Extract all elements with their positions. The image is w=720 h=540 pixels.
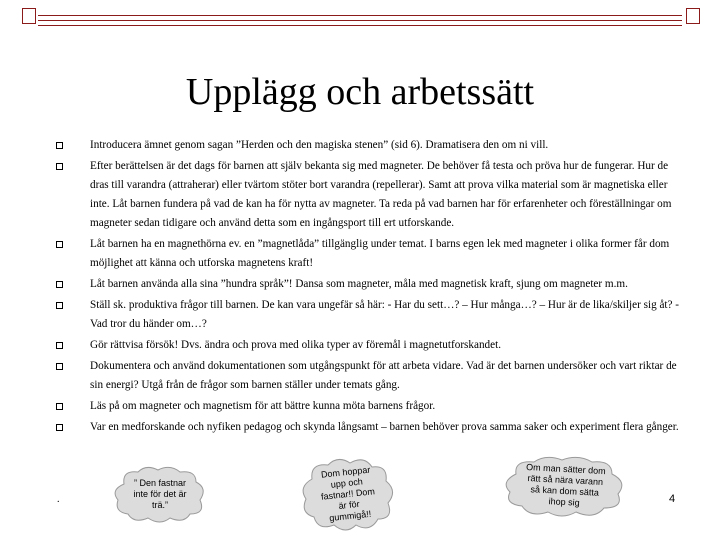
decor-line [38,15,682,16]
decor-line [38,25,682,26]
thought-cloud-1 [110,464,210,526]
list-item-text: Var en medforskande och nyfiken pedagog och skynda långsamt – barnen behöver prova samma saker och experiment flera gånger. [90,421,679,433]
thought-cloud-3 [500,454,630,520]
square-bullet-icon [56,302,63,309]
top-decoration [0,0,720,40]
list-item-text: Läs på om magneter och magnetism för att bättre kunna möta barnens frågor. [90,400,436,412]
square-bullet-icon [56,241,63,248]
square-bullet-icon [56,281,63,288]
list-item-text: Ställ sk. produktiva frågor till barnen. De kan vara ungefär så här: - Har du sett…? – Hur många…? – Hur är de lika/skiljer sig åt? - Vad tror du händer om…? [90,299,680,330]
list-item [52,235,684,273]
cloud-text: Om man sätter dom rätt så nära varann så kan dom sätta ihop sig [525,461,606,508]
thought-cloud-2 [298,455,398,535]
list-item [52,336,684,355]
list-item [52,418,684,437]
slide-title: Upplägg och arbetssätt [185,71,535,113]
list-item [52,275,684,294]
corner-box-left [22,8,36,24]
bullet-list [52,136,684,439]
square-bullet-icon [56,342,63,349]
list-item-text: Dokumentera och använd dokumentationen som utgångspunkt för att arbeta vidare. Vad är det barnen undersöker och vart riktar de sin energi? Utgå från de frågor som barnen ställer under temats gång. [90,360,677,391]
cloud-text: Dom hoppar upp och fastnar!! Dom är för gummigå!! [320,464,376,524]
square-bullet-icon [56,142,63,149]
square-bullet-icon [56,424,63,431]
corner-box-right [686,8,700,24]
list-item-text: Låt barnen använda alla sina ”hundra språk”! Dansa som magneter, måla med magnetisk kraft, sjung om magneter m.m. [90,278,628,290]
list-item [52,397,684,416]
decor-line [38,20,682,21]
list-item-text: Gör rättvisa försök! Dvs. ändra och prova med olika typer av föremål i magnetutforskandet. [90,339,502,351]
square-bullet-icon [56,403,63,410]
square-bullet-icon [56,163,63,170]
list-item-text: Låt barnen ha en magnethörna ev. en ”magnetlåda” tillgänglig under temat. I barns egen lek med magneter i olika former får dom möjlighet att känna och utforska magnetens kraft! [90,238,670,269]
cloud-text: ” Den fastnar inte för det är trä.” [133,478,187,510]
list-item-text: Efter berättelsen är det dags för barnen att själv bekanta sig med magneter. De behöver få testa och pröva hur de fungerar. Hur de dras till varandra (attraherar) eller tvärtom stöter bort varandra (repellerar). Samt att prova vilka material som är magnetiska eller inte. Låt barnen fundera på vad de kan ha för nytta av magneter. Ta reda på vad barnen har för erfarenheter och föreställningar om magneter sedan tidigare och använd detta som en ingångsport till ert utforskande. [90,160,672,229]
list-item [52,296,684,334]
square-bullet-icon [56,363,63,370]
list-item-text: Introducera ämnet genom sagan ”Herden och den magiska stenen” (sid 6). Dramatisera den om ni vill. [90,139,549,151]
list-item [52,157,684,233]
stray-dot: . [57,494,60,505]
list-item [52,357,684,395]
page-number: 4 [669,493,676,505]
list-item [52,136,684,155]
